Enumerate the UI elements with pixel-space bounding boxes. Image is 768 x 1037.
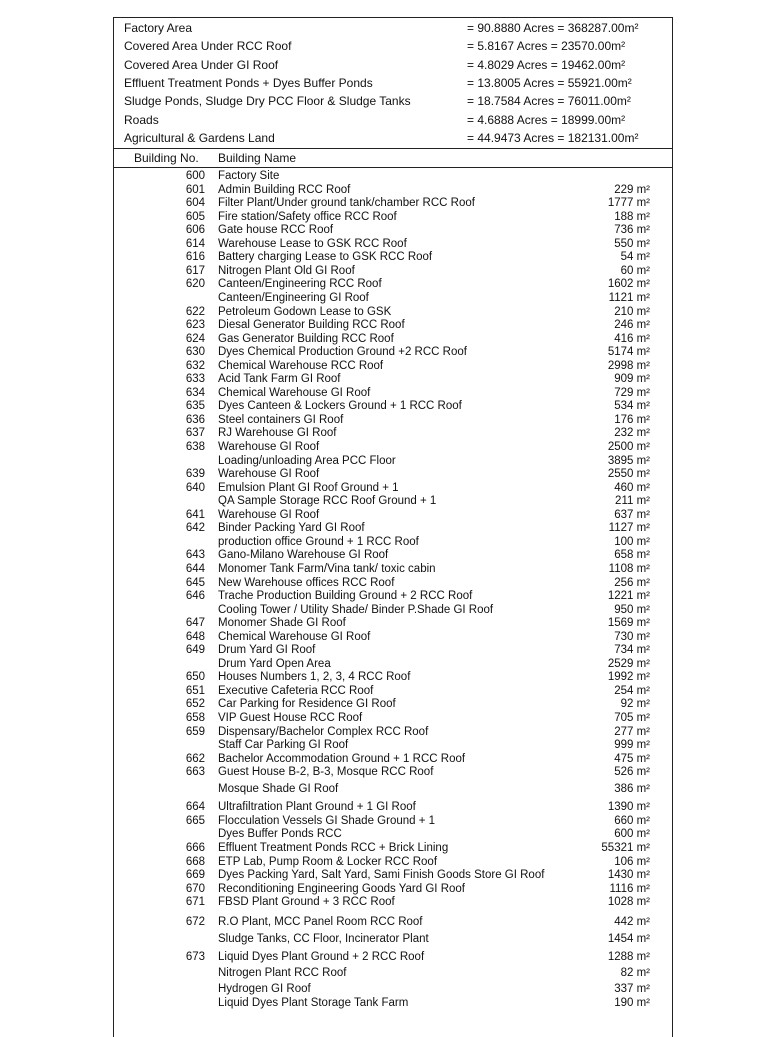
building-name: Guest House B-2, B-3, Mosque RCC Roof	[218, 766, 434, 779]
summary-label: Covered Area Under GI Roof	[124, 57, 279, 72]
table-row	[114, 197, 672, 210]
building-area: 1116 m²	[609, 882, 650, 895]
building-area: 950 m²	[614, 603, 650, 616]
building-name: Diesal Generator Building RCC Roof	[218, 319, 405, 332]
building-name: Houses Numbers 1, 2, 3, 4 RCC Roof	[218, 671, 411, 684]
building-area: 460 m²	[614, 481, 650, 494]
summary-row	[114, 113, 672, 131]
building-area: 1127 m²	[608, 522, 650, 535]
building-area: 3895 m²	[607, 454, 650, 467]
table-row	[114, 387, 672, 400]
building-number: 658	[185, 712, 205, 724]
building-name: Flocculation Vessels GI Shade Ground + 1	[218, 814, 436, 827]
summary-row	[114, 21, 672, 39]
building-name: Nitrogen Plant Old GI Roof	[218, 264, 355, 277]
table-row	[114, 685, 672, 698]
building-name: Canteen/Engineering RCC Roof	[218, 278, 382, 291]
building-number: 638	[185, 441, 205, 453]
table-row	[114, 617, 672, 630]
building-name: FBSD Plant Ground + 3 RCC Roof	[218, 896, 395, 909]
building-name: Warehouse Lease to GSK RCC Roof	[218, 237, 407, 250]
building-name: ETP Lab, Pump Room & Locker RCC Roof	[218, 855, 438, 868]
building-name: Drum Yard Open Area	[218, 657, 331, 670]
table-row	[114, 671, 672, 684]
building-area: 1108 m²	[608, 562, 650, 575]
building-area: 106 m²	[614, 855, 650, 868]
building-number: 632	[185, 359, 205, 372]
building-area: 2500 m²	[607, 441, 650, 453]
building-number: 649	[185, 644, 205, 657]
building-number: 639	[185, 468, 205, 481]
table-row	[114, 951, 672, 964]
table-row	[114, 631, 672, 644]
building-name: Binder Packing Yard GI Roof	[218, 522, 365, 535]
building-number: 634	[185, 386, 205, 399]
table-row	[114, 373, 672, 386]
table-row	[114, 967, 672, 980]
table-row	[114, 658, 672, 671]
building-name: Cooling Tower / Utility Shade/ Binder P.Shade GI Roof	[218, 603, 494, 616]
building-number: 652	[185, 698, 205, 711]
table-row	[114, 698, 672, 711]
building-number: 670	[185, 882, 205, 895]
building-area: 232 m²	[614, 427, 650, 440]
table-row	[114, 278, 672, 291]
table-row	[114, 842, 672, 855]
summary-value: = 4.8029 Acres = 19462.00m²	[467, 57, 626, 72]
building-name: Monomer Shade GI Roof	[218, 617, 346, 630]
building-area: 100 m²	[614, 535, 650, 548]
building-number: 614	[185, 237, 205, 250]
table-row	[114, 896, 672, 909]
building-number: 604	[185, 197, 205, 210]
table-row	[114, 577, 672, 590]
building-number: 664	[185, 801, 205, 814]
building-name: Acid Tank Farm GI Roof	[218, 373, 341, 386]
building-number: 647	[185, 617, 205, 630]
table-row	[114, 265, 672, 278]
building-number: 644	[185, 562, 205, 575]
building-area: 999 m²	[614, 739, 650, 752]
building-name: Warehouse GI Roof	[218, 441, 320, 453]
building-name: Battery charging Lease to GSK RCC Roof	[218, 251, 433, 264]
building-number: 620	[185, 278, 205, 291]
table-row	[114, 427, 672, 440]
building-name: Steel containers GI Roof	[218, 413, 344, 426]
building-area: 550 m²	[614, 237, 650, 250]
building-name: Dyes Buffer Ponds RCC	[218, 828, 342, 841]
building-area: 229 m²	[614, 183, 650, 196]
building-name: Sludge Tanks, CC Floor, Incinerator Plant	[218, 933, 429, 946]
table-row	[114, 916, 672, 929]
building-name: Petroleum Godown Lease to GSK	[218, 305, 392, 318]
table-row	[114, 983, 672, 996]
summary-label: Agricultural & Gardens Land	[124, 130, 275, 145]
summary-row	[114, 131, 672, 149]
building-name: Car Parking for Residence GI Roof	[218, 698, 396, 711]
table-row	[114, 455, 672, 468]
table-row	[114, 251, 672, 264]
building-area: 1028 m²	[607, 896, 650, 909]
table-row	[114, 184, 672, 197]
table-row	[114, 224, 672, 237]
building-area: 1390 m²	[607, 801, 650, 814]
building-number: 633	[185, 373, 205, 386]
building-area: 705 m²	[614, 712, 650, 724]
summary-value: = 13.8005 Acres = 55921.00m²	[467, 75, 632, 90]
building-area: 730 m²	[614, 630, 650, 643]
table-row	[114, 815, 672, 828]
building-name: Staff Car Parking GI Roof	[218, 739, 349, 752]
table-row	[114, 739, 672, 752]
table-row	[114, 441, 672, 454]
summary-divider	[114, 148, 672, 149]
building-name: Gate house RCC Roof	[218, 224, 334, 237]
building-name: QA Sample Storage RCC Roof Ground + 1	[218, 495, 437, 508]
building-number: 645	[185, 576, 205, 589]
building-number: 601	[185, 183, 205, 196]
table-row	[114, 482, 672, 495]
building-area: 337 m²	[614, 982, 650, 995]
building-name: Liquid Dyes Plant Storage Tank Farm	[218, 997, 409, 1010]
building-number: 624	[185, 332, 205, 345]
building-area: 534 m²	[614, 400, 650, 413]
building-area: 475 m²	[614, 752, 650, 765]
building-area: 277 m²	[614, 725, 650, 738]
area-statement-sheet	[113, 17, 673, 1037]
building-area: 1569 m²	[607, 617, 650, 630]
building-area: 416 m²	[614, 332, 650, 345]
building-name: Ultrafiltration Plant Ground + 1 GI Roof	[218, 801, 416, 814]
building-name: Canteen/Engineering GI Roof	[218, 291, 369, 304]
building-number: 617	[185, 264, 205, 277]
building-name: Warehouse GI Roof	[218, 468, 320, 481]
building-number: 646	[185, 590, 205, 603]
building-name: Mosque Shade GI Roof	[218, 782, 339, 795]
building-area: 600 m²	[614, 828, 650, 841]
building-area: 254 m²	[614, 684, 650, 697]
summary-row	[114, 58, 672, 76]
building-area: 60 m²	[620, 264, 650, 277]
building-name: Bachelor Accommodation Ground + 1 RCC Roof	[218, 752, 466, 765]
table-row	[114, 856, 672, 869]
table-row	[114, 509, 672, 522]
building-area: 637 m²	[614, 508, 650, 521]
building-area: 729 m²	[614, 386, 650, 399]
table-row	[114, 828, 672, 841]
summary-value: = 44.9473 Acres = 182131.00m²	[467, 130, 639, 145]
building-name: Trache Production Building Ground + 2 RCC Roof	[218, 590, 473, 603]
building-area: 1430 m²	[607, 869, 650, 882]
summary-value: = 5.8167 Acres = 23570.00m²	[467, 39, 626, 54]
building-area: 2550 m²	[607, 468, 650, 481]
building-number: 605	[185, 210, 205, 223]
table-row	[114, 869, 672, 882]
table-row	[114, 753, 672, 766]
table-row	[114, 933, 672, 946]
table-row	[114, 883, 672, 896]
building-name: Chemical Warehouse GI Roof	[218, 386, 371, 399]
table-row	[114, 346, 672, 359]
building-area: 211 m²	[615, 495, 650, 508]
building-area: 2998 m²	[607, 359, 650, 372]
building-number: 648	[185, 630, 205, 643]
building-name: Gano-Milano Warehouse GI Roof	[218, 549, 389, 562]
building-name: Effluent Treatment Ponds RCC + Brick Lining	[218, 841, 449, 854]
building-area: 55321 m²	[601, 841, 650, 854]
building-name: Fire station/Safety office RCC Roof	[218, 210, 397, 223]
table-row	[114, 712, 672, 725]
building-area: 1288 m²	[607, 950, 650, 963]
header-building-no: Building No.	[134, 151, 199, 165]
table-row	[114, 801, 672, 814]
building-area: 1221 m²	[607, 590, 650, 603]
header-building-name: Building Name	[218, 151, 297, 165]
building-number: 637	[185, 427, 205, 440]
building-number: 673	[185, 950, 205, 963]
summary-row	[114, 76, 672, 94]
building-name: Dispensary/Bachelor Complex RCC Roof	[218, 725, 429, 738]
building-area: 1454 m²	[607, 933, 650, 946]
building-number: 651	[185, 684, 205, 697]
table-row	[114, 563, 672, 576]
building-area: 1777 m²	[607, 197, 650, 210]
building-area: 660 m²	[614, 814, 650, 827]
building-number: 662	[185, 752, 205, 765]
building-name: Chemical Warehouse RCC Roof	[218, 359, 384, 372]
table-row	[114, 766, 672, 779]
table-row	[114, 319, 672, 332]
table-row	[114, 549, 672, 562]
building-area: 442 m²	[614, 915, 650, 928]
building-number: 669	[185, 869, 205, 882]
building-name: Liquid Dyes Plant Ground + 2 RCC Roof	[218, 950, 425, 963]
building-area: 5174 m²	[607, 346, 650, 359]
building-name: production office Ground + 1 RCC Roof	[218, 535, 419, 548]
summary-value: = 4.6888 Acres = 18999.00m²	[467, 112, 626, 127]
building-number: 635	[185, 400, 205, 413]
table-row	[114, 997, 672, 1010]
building-number: 659	[185, 725, 205, 738]
building-name: Executive Cafeteria RCC Roof	[218, 684, 374, 697]
building-name: Monomer Tank Farm/Vina tank/ toxic cabin	[218, 562, 436, 575]
table-row	[114, 644, 672, 657]
building-number: 630	[185, 346, 205, 359]
summary-value: = 18.7584 Acres = 76011.00m²	[467, 94, 631, 109]
table-row	[114, 726, 672, 739]
table-row	[114, 522, 672, 535]
table-row	[114, 604, 672, 617]
building-number: 666	[185, 841, 205, 854]
building-name: Filter Plant/Under ground tank/chamber RCC Roof	[218, 197, 475, 210]
table-row	[114, 400, 672, 413]
building-area: 734 m²	[614, 644, 650, 657]
building-name: New Warehouse offices RCC Roof	[218, 576, 395, 589]
building-number: 642	[185, 522, 205, 535]
building-number: 622	[185, 305, 205, 318]
building-name: RJ Warehouse GI Roof	[218, 427, 337, 440]
building-area: 210 m²	[614, 305, 650, 318]
building-name: Chemical Warehouse GI Roof	[218, 630, 371, 643]
table-row	[114, 211, 672, 224]
building-area: 176 m²	[614, 413, 650, 426]
building-number: 672	[185, 915, 205, 928]
building-number: 600	[185, 170, 205, 182]
table-row	[114, 536, 672, 549]
building-name: R.O Plant, MCC Panel Room RCC Roof	[218, 915, 423, 928]
summary-value: = 90.8880 Acres = 368287.00m²	[467, 21, 639, 35]
building-name: VIP Guest House RCC Roof	[218, 712, 363, 724]
table-row	[114, 468, 672, 481]
table-row	[114, 306, 672, 319]
building-number: 643	[185, 549, 205, 562]
building-area: 736 m²	[614, 224, 650, 237]
building-name: Factory Site	[218, 170, 280, 182]
building-area: 256 m²	[614, 576, 650, 589]
building-area: 92 m²	[620, 698, 650, 711]
building-name: Gas Generator Building RCC Roof	[218, 332, 394, 345]
building-name: Warehouse GI Roof	[218, 508, 320, 521]
building-number: 640	[185, 481, 205, 494]
table-row	[114, 360, 672, 373]
building-area: 188 m²	[614, 210, 650, 223]
table-row	[114, 238, 672, 251]
building-name: Admin Building RCC Roof	[218, 183, 351, 196]
building-name: Nitrogen Plant RCC Roof	[218, 967, 347, 980]
summary-row	[114, 94, 672, 112]
building-number: 616	[185, 251, 205, 264]
building-area: 526 m²	[614, 766, 650, 779]
summary-label: Covered Area Under RCC Roof	[124, 39, 292, 54]
building-name: Dyes Canteen & Lockers Ground + 1 RCC Roof	[218, 400, 462, 413]
building-area: 1992 m²	[607, 671, 650, 684]
building-area: 909 m²	[614, 373, 650, 386]
building-area: 1602 m²	[607, 278, 650, 291]
building-number: 636	[185, 413, 205, 426]
building-number: 623	[185, 319, 205, 332]
building-name: Dyes Packing Yard, Salt Yard, Sami Finish Goods Store GI Roof	[218, 869, 545, 882]
building-name: Emulsion Plant GI Roof Ground + 1	[218, 481, 399, 494]
building-number: 665	[185, 814, 205, 827]
building-number: 671	[185, 896, 205, 909]
table-row	[114, 170, 672, 183]
building-area: 1121 m²	[608, 291, 650, 304]
building-name: Hydrogen GI Roof	[218, 982, 311, 995]
building-area: 2529 m²	[607, 657, 650, 670]
building-area: 190 m²	[614, 997, 650, 1010]
table-row	[114, 333, 672, 346]
table-row	[114, 495, 672, 508]
building-area: 246 m²	[614, 319, 650, 332]
summary-label: Factory Area	[124, 21, 193, 35]
building-number: 663	[185, 766, 205, 779]
table-row	[114, 590, 672, 603]
building-area: 386 m²	[614, 782, 650, 795]
building-area: 82 m²	[620, 967, 650, 980]
header-divider	[114, 167, 672, 168]
building-number: 650	[185, 671, 205, 684]
summary-label: Roads	[124, 112, 159, 127]
building-name: Loading/unloading Area PCC Floor	[218, 454, 396, 467]
table-row	[114, 783, 672, 796]
table-row	[114, 414, 672, 427]
building-number: 641	[185, 508, 205, 521]
building-area: 54 m²	[620, 251, 650, 264]
summary-label: Effluent Treatment Ponds + Dyes Buffer Ponds	[124, 75, 373, 90]
summary-row	[114, 39, 672, 57]
building-area: 658 m²	[614, 549, 650, 562]
summary-label: Sludge Ponds, Sludge Dry PCC Floor & Sludge Tanks	[124, 94, 411, 109]
table-header	[114, 151, 672, 167]
building-name: Reconditioning Engineering Goods Yard GI Roof	[218, 882, 465, 895]
building-number: 668	[185, 855, 205, 868]
area-summary	[114, 18, 672, 148]
building-name: Dyes Chemical Production Ground +2 RCC Roof	[218, 346, 467, 359]
table-row	[114, 292, 672, 305]
building-name: Drum Yard GI Roof	[218, 644, 316, 657]
building-number: 606	[185, 224, 205, 237]
